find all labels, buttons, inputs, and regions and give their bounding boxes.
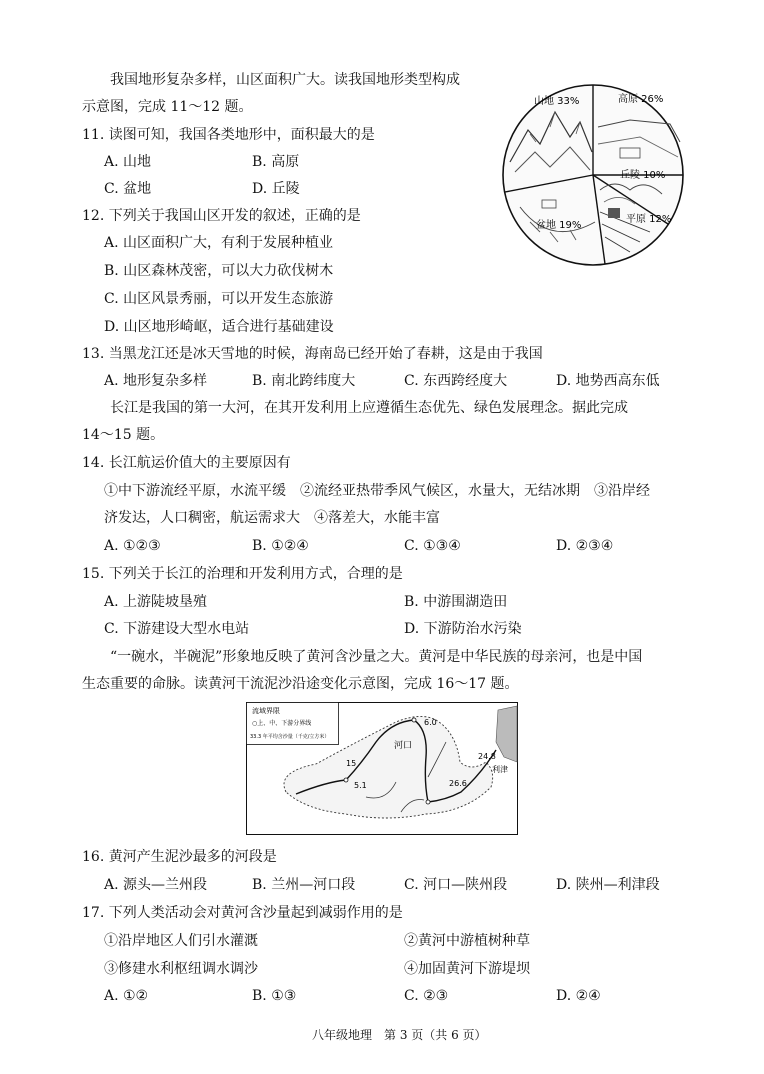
map-place-hekou: 河口 <box>394 741 413 751</box>
q15-option-c: C. 下游建设大型水电站 <box>104 621 250 637</box>
q13-option-d: D. 地势西高东低 <box>556 373 660 389</box>
q12-option-a: A. 山区面积广大，有利于发展种植业 <box>104 235 334 251</box>
pie-label-plateau: 高原 26% <box>618 94 664 105</box>
intro-text-line: 长江是我国的第一大河，在其开发利用上应遵循生态优先、绿色发展理念。据此完成 <box>110 400 628 416</box>
intro-text-line: 示意图，完成 11～12 题。 <box>82 99 253 115</box>
q14-statement-line: ①中下游流经平原，水流平缓 ②流经亚热带季风气候区，水量大，无结冰期 ③沿岸经 <box>104 483 650 499</box>
q15-option-b: B. 中游围湖造田 <box>404 594 508 610</box>
q16-option-d: D. 陕州—利津段 <box>556 877 660 893</box>
q12-option-c: C. 山区风景秀丽，可以开发生态旅游 <box>104 291 334 307</box>
q17-option-b: B. ①③ <box>252 988 297 1004</box>
q12-stem: 12. 下列关于我国山区开发的叙述，正确的是 <box>82 208 361 224</box>
q14-option-a: A. ①②③ <box>104 538 161 554</box>
map-value: 15 <box>346 759 357 768</box>
q12-option-b: B. 山区森林茂密，可以大力砍伐树木 <box>104 263 334 279</box>
q16-option-c: C. 河口—陕州段 <box>404 877 508 893</box>
q13-option-c: C. 东西跨经度大 <box>404 373 508 389</box>
q12-option-d: D. 山区地形崎岖，适合进行基础建设 <box>104 319 334 335</box>
intro-text-line: 我国地形复杂多样，山区面积广大。读我国地形类型构成 <box>110 72 460 88</box>
q15-option-a: A. 上游陡坡垦殖 <box>104 594 208 610</box>
pie-label-mountain: 山地 33% <box>534 96 580 107</box>
q17-item: ④加固黄河下游堤坝 <box>404 961 530 977</box>
q17-item: ③修建水利枢纽调水调沙 <box>104 961 258 977</box>
q14-option-b: B. ①②④ <box>252 538 309 554</box>
q15-stem: 15. 下列关于长江的治理和开发利用方式，合理的是 <box>82 566 403 582</box>
q17-option-d: D. ②④ <box>556 988 601 1004</box>
intro-text-line: 生态重要的命脉。读黄河干流泥沙沿途变化示意图，完成 16～17 题。 <box>82 676 519 692</box>
intro-text-line: “一碗水，半碗泥”形象地反映了黄河含沙量之大。黄河是中华民族的母亲河，也是中国 <box>110 649 643 665</box>
page-footer: 八年级地理 第 3 页（共 6 页） <box>312 1028 487 1042</box>
q14-stem: 14. 长江航运价值大的主要原因有 <box>82 455 291 471</box>
map-value: 5.1 <box>354 781 367 790</box>
pie-label-basin: 盆地 19% <box>536 220 582 231</box>
q17-stem: 17. 下列人类活动会对黄河含沙量起到减弱作用的是 <box>82 905 403 921</box>
q14-statement-line: 济发达，人口稠密，航运需求大 ④落差大，水能丰富 <box>104 510 440 526</box>
q13-option-a: A. 地形复杂多样 <box>104 373 208 389</box>
map-place-lijin: 利津 <box>492 765 508 774</box>
q17-option-a: A. ①② <box>104 988 149 1004</box>
map-value: 6.0 <box>424 718 437 727</box>
q11-option-d: D. 丘陵 <box>252 181 300 197</box>
q14-option-d: D. ②③④ <box>556 538 614 554</box>
q11-stem: 11. 读图可知，我国各类地形中，面积最大的是 <box>82 127 375 143</box>
q16-option-a: A. 源头—兰州段 <box>104 877 208 893</box>
q13-option-b: B. 南北跨纬度大 <box>252 373 356 389</box>
q17-option-c: C. ②③ <box>404 988 449 1004</box>
q11-option-a: A. 山地 <box>104 154 152 170</box>
pie-label-hills: 丘陵 10% <box>620 170 666 181</box>
q16-option-b: B. 兰州—河口段 <box>252 877 356 893</box>
q15-option-d: D. 下游防治水污染 <box>404 621 522 637</box>
q16-stem: 16. 黄河产生泥沙最多的河段是 <box>82 849 277 865</box>
map-value: 24.8 <box>478 752 496 761</box>
q11-option-c: C. 盆地 <box>104 181 152 197</box>
q17-item: ①沿岸地区人们引水灌溉 <box>104 933 258 949</box>
map-legend-line: 33.3 年平均含沙量（千克/立方米） <box>250 734 330 740</box>
map-value: 26.6 <box>449 779 467 788</box>
q14-option-c: C. ①③④ <box>404 538 461 554</box>
pie-label-plain: 平原 12% <box>626 214 672 225</box>
q17-item: ②黄河中游植树种草 <box>404 933 530 949</box>
terrain-pie-figure <box>500 82 686 268</box>
yellow-river-map <box>246 702 518 835</box>
q13-stem: 13. 当黑龙江还是冰天雪地的时候，海南岛已经开始了春耕，这是由于我国 <box>82 346 543 362</box>
map-legend-line: ○上、中、下游分界线 <box>252 720 312 727</box>
q11-option-b: B. 高原 <box>252 154 300 170</box>
intro-text-line: 14～15 题。 <box>82 427 165 443</box>
map-legend-title: 流域界限 <box>252 707 280 715</box>
